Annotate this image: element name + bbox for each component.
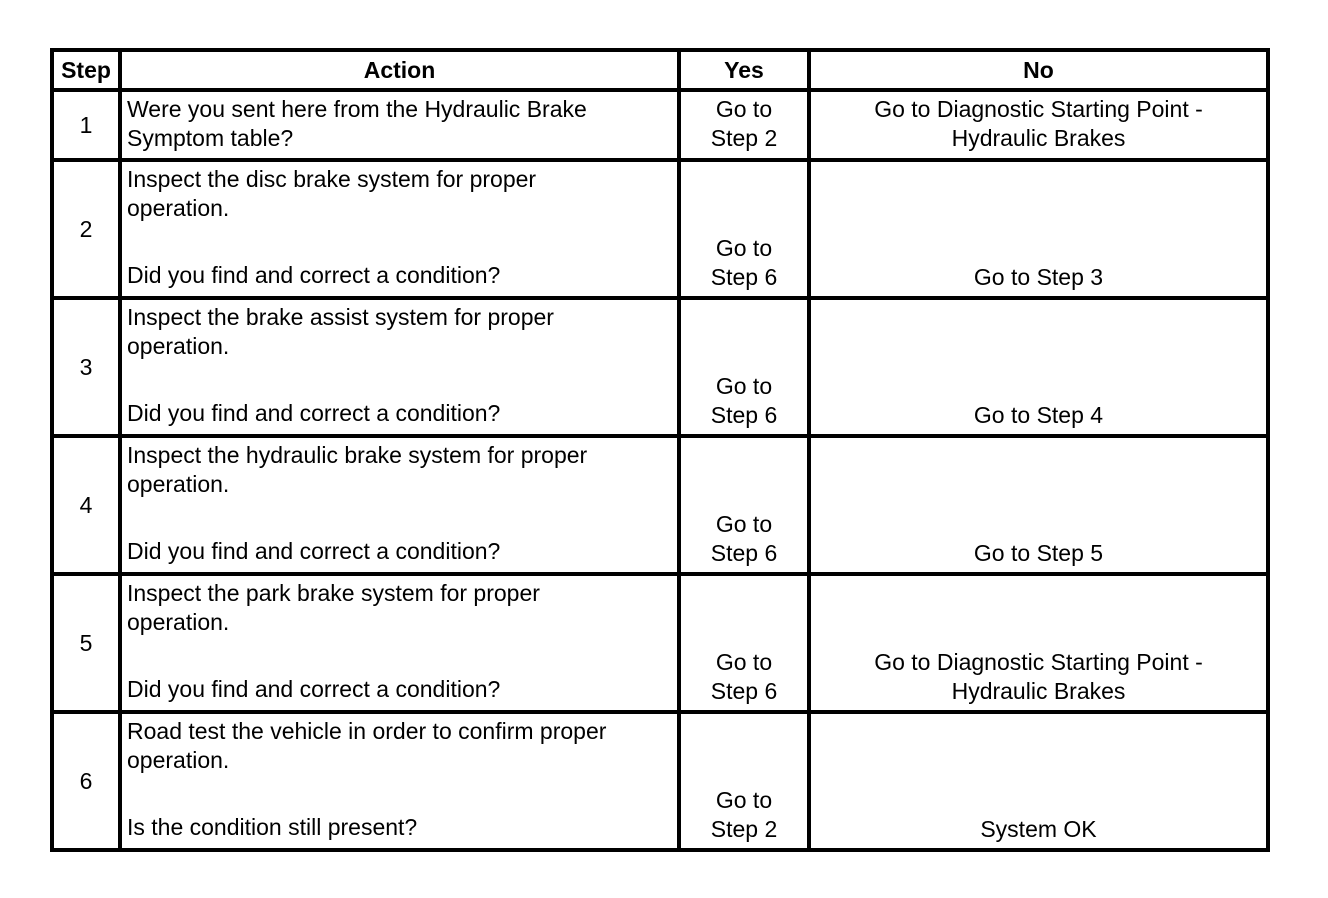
yes-cell bbox=[679, 436, 809, 574]
step-number: 3 bbox=[52, 298, 120, 436]
action-text: operation. bbox=[127, 747, 230, 773]
table-row bbox=[52, 436, 1268, 574]
yes-cell bbox=[679, 298, 809, 436]
action-text: Symptom table? bbox=[127, 125, 294, 151]
action-text: operation. bbox=[127, 471, 230, 497]
action-cell bbox=[120, 160, 679, 298]
yes-text: Go to bbox=[715, 649, 773, 675]
yes-text: Step 6 bbox=[710, 678, 778, 704]
header-yes: Yes bbox=[679, 50, 809, 90]
step-number: 6 bbox=[52, 712, 120, 850]
table-body bbox=[52, 90, 1268, 850]
no-cell bbox=[809, 160, 1268, 298]
yes-text: Go to bbox=[715, 787, 773, 813]
action-text: Inspect the hydraulic brake system for proper bbox=[127, 442, 588, 468]
table-row bbox=[52, 90, 1268, 160]
yes-text: Go to bbox=[715, 235, 773, 261]
no-cell bbox=[809, 436, 1268, 574]
no-cell bbox=[809, 90, 1268, 160]
header-step: Step bbox=[52, 50, 120, 90]
yes-text: Go to bbox=[715, 511, 773, 537]
action-text: operation. bbox=[127, 609, 230, 635]
action-text: Road test the vehicle in order to confirm proper bbox=[127, 718, 607, 744]
no-cell bbox=[809, 298, 1268, 436]
diagnostic-table bbox=[50, 48, 1270, 852]
action-text: Inspect the park brake system for proper bbox=[127, 580, 540, 606]
yes-cell bbox=[679, 574, 809, 712]
action-cell bbox=[120, 712, 679, 850]
yes-cell bbox=[679, 712, 809, 850]
no-text: Go to Diagnostic Starting Point - bbox=[874, 649, 1203, 675]
action-cell bbox=[120, 298, 679, 436]
yes-text: Step 6 bbox=[710, 402, 778, 428]
action-text: Inspect the brake assist system for proper bbox=[127, 304, 554, 330]
no-text: Hydraulic Brakes bbox=[951, 678, 1126, 704]
no-text: Go to Step 4 bbox=[973, 402, 1104, 428]
action-cell bbox=[120, 574, 679, 712]
action-question: Did you find and correct a condition? bbox=[127, 262, 501, 288]
action-question: Did you find and correct a condition? bbox=[127, 676, 501, 702]
header-action: Action bbox=[120, 50, 679, 90]
yes-cell bbox=[679, 160, 809, 298]
no-cell bbox=[809, 712, 1268, 850]
no-cell bbox=[809, 574, 1268, 712]
no-text: Go to Step 5 bbox=[973, 540, 1104, 566]
action-question: Did you find and correct a condition? bbox=[127, 538, 501, 564]
step-number: 5 bbox=[52, 574, 120, 712]
yes-cell bbox=[679, 90, 809, 160]
table-row bbox=[52, 160, 1268, 298]
action-text: operation. bbox=[127, 195, 230, 221]
yes-text: Step 6 bbox=[710, 540, 778, 566]
table-row bbox=[52, 298, 1268, 436]
table-row bbox=[52, 574, 1268, 712]
table-row bbox=[52, 712, 1268, 850]
action-text: Inspect the disc brake system for proper bbox=[127, 166, 537, 192]
action-text: Were you sent here from the Hydraulic Brake bbox=[127, 96, 587, 122]
action-question: Is the condition still present? bbox=[127, 814, 418, 840]
yes-text: Step 6 bbox=[710, 264, 778, 290]
step-number: 1 bbox=[52, 90, 120, 160]
header-row bbox=[52, 50, 1268, 90]
action-text: operation. bbox=[127, 333, 230, 359]
yes-text: Go to bbox=[715, 96, 773, 122]
header-no: No bbox=[809, 50, 1268, 90]
step-number: 4 bbox=[52, 436, 120, 574]
yes-text: Step 2 bbox=[710, 125, 778, 151]
no-text: Go to Diagnostic Starting Point - bbox=[874, 96, 1203, 122]
no-text: Hydraulic Brakes bbox=[951, 125, 1126, 151]
step-number: 2 bbox=[52, 160, 120, 298]
yes-text: Step 2 bbox=[710, 816, 778, 842]
action-question: Did you find and correct a condition? bbox=[127, 400, 501, 426]
yes-text: Go to bbox=[715, 373, 773, 399]
action-cell bbox=[120, 436, 679, 574]
no-text: System OK bbox=[980, 816, 1097, 842]
no-text: Go to Step 3 bbox=[973, 264, 1104, 290]
action-cell bbox=[120, 90, 679, 160]
